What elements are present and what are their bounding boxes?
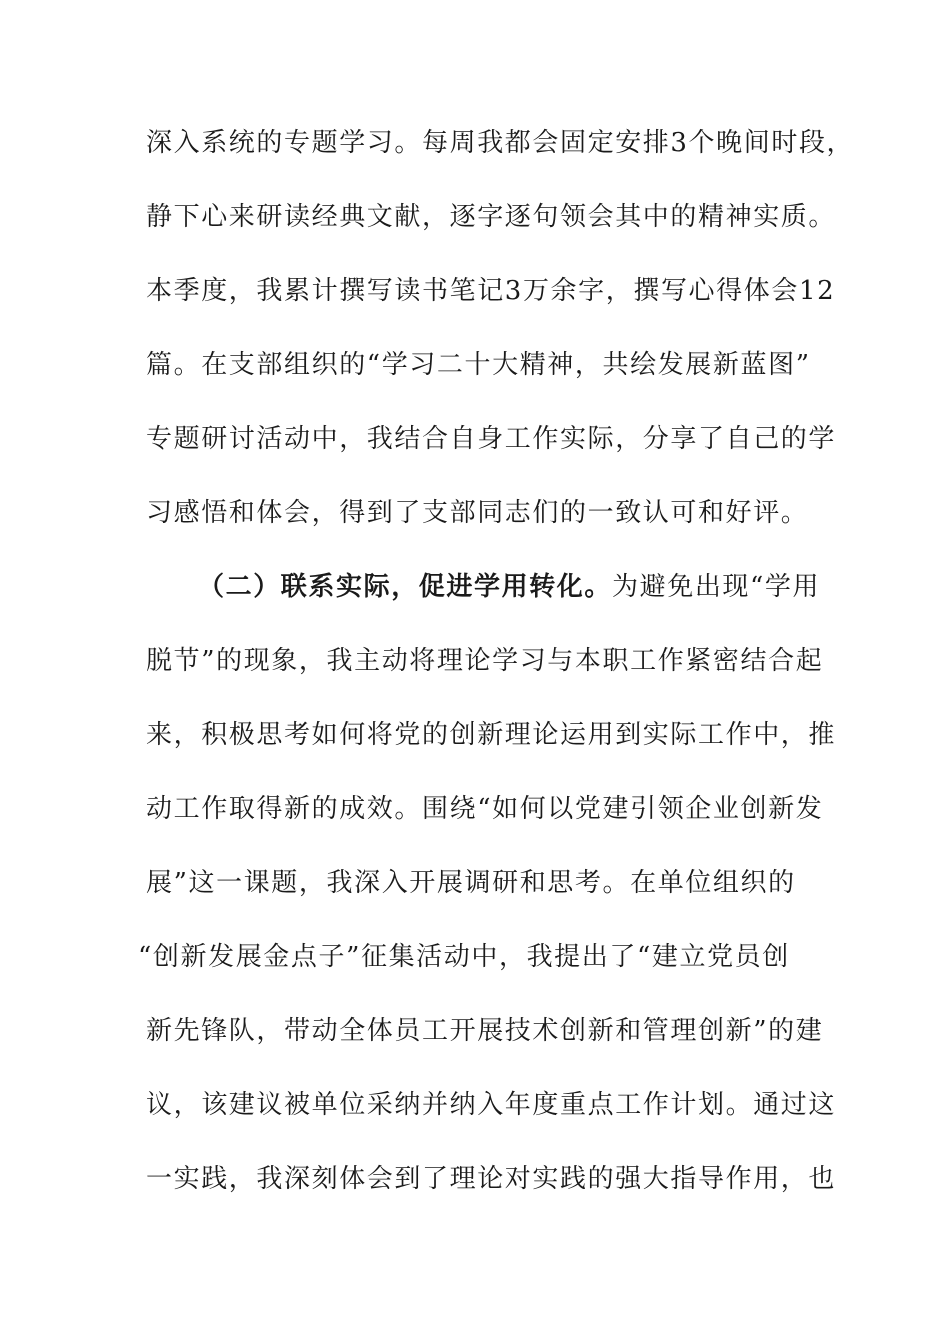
paragraph-1-line-5: 专题研讨活动中，我结合自身工作实际，分享了自己的学 — [146, 424, 837, 454]
paragraph-2-line-1 — [198, 567, 820, 607]
paragraph-2-line-7: 新先锋队，带动全体员工开展技术创新和管理创新”的建 — [146, 1016, 824, 1046]
paragraph-2-line-9: 一实践，我深刻体会到了理论对实践的强大指导作用，也 — [146, 1164, 837, 1194]
paragraph-2-line-5: 展”这一课题，我深入开展调研和思考。在单位组织的 — [146, 868, 796, 898]
paragraph-2-line-3: 来，积极思考如何将党的创新理论运用到实际工作中，推 — [146, 720, 837, 750]
paragraph-2-line-1-text: 为避免出现“学用 — [612, 572, 821, 602]
paragraph-1-line-3: 本季度，我累计撰写读书笔记3万余字，撰写心得体会12 — [146, 276, 836, 306]
paragraph-1-line-2: 静下心来研读经典文献，逐字逐句领会其中的精神实质。 — [146, 202, 837, 232]
section-heading: （二）联系实际，促进学用转化。 — [198, 572, 613, 602]
paragraph-1-line-4: 篇。在支部组织的“学习二十大精神，共绘发展新蓝图” — [146, 350, 811, 380]
paragraph-2-line-6: “创新发展金点子”征集活动中，我提出了“建立党员创 — [138, 942, 790, 972]
paragraph-2-line-8: 议，该建议被单位采纳并纳入年度重点工作计划。通过这 — [146, 1090, 837, 1120]
paragraph-2-line-2: 脱节”的现象，我主动将理论学习与本职工作紧密结合起 — [146, 646, 824, 676]
paragraph-1-line-6: 习感悟和体会，得到了支部同志们的一致认可和好评。 — [146, 498, 809, 528]
paragraph-2-line-4: 动工作取得新的成效。围绕“如何以党建引领企业创新发 — [146, 794, 824, 824]
paragraph-1-line-1: 深入系统的专题学习。每周我都会固定安排3个晚间时段， — [146, 128, 855, 158]
